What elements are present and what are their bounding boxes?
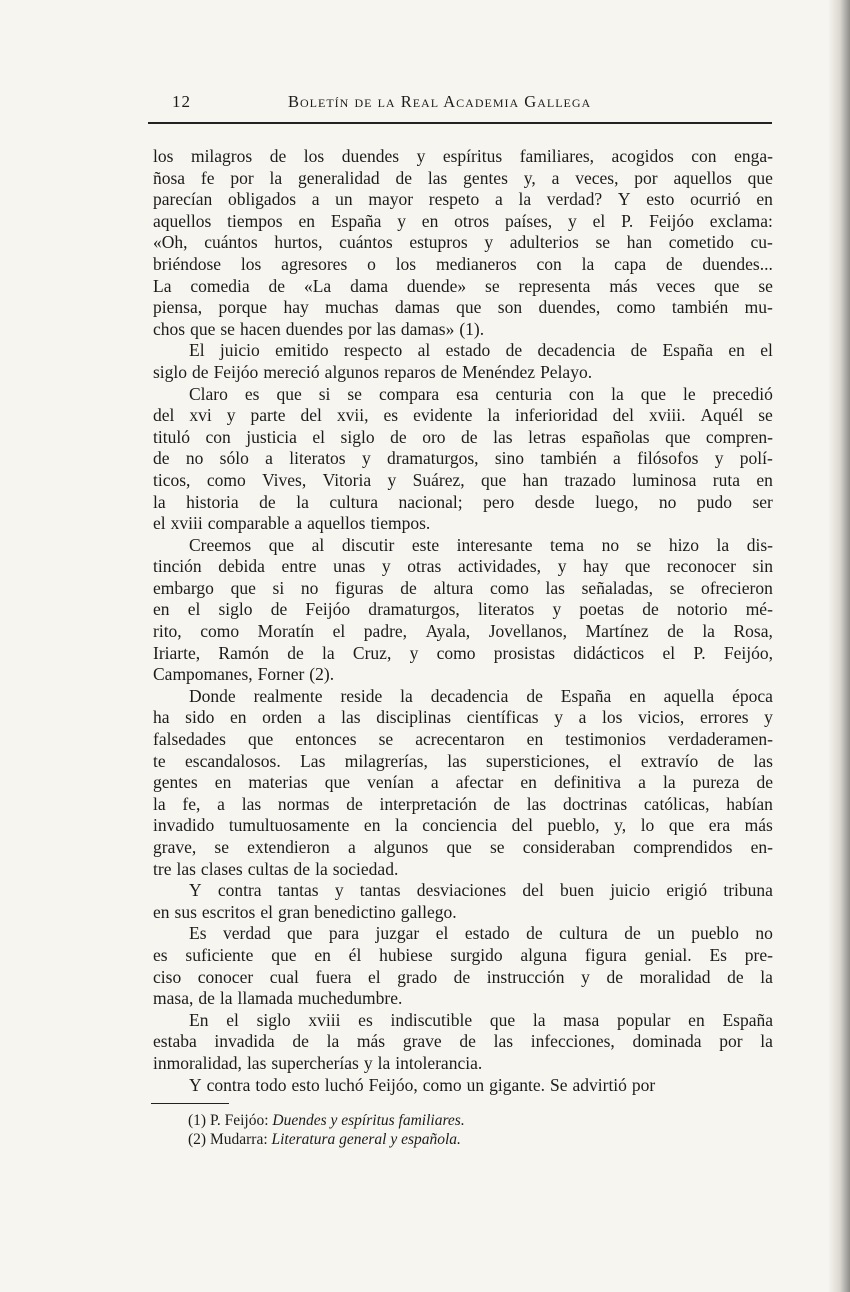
text-line: falsedades que entonces se acrecentaron en testimonios verdaderamen-: [153, 729, 773, 750]
text-line: En el siglo xviii es indiscutible que la masa popular en España: [189, 1009, 773, 1030]
text-line: embargo que si no figuras de altura como las señaladas, se ofrecieron: [153, 577, 773, 598]
text-line: chos que se hacen duendes por las damas» (1).: [153, 318, 485, 339]
text-line: rito, como Moratín el padre, Ayala, Jovellanos, Martínez de la Rosa,: [153, 621, 773, 642]
text-line: estaba invadida de la más grave de las infecciones, dominada por la: [153, 1031, 773, 1052]
text-line: inmoralidad, las supercherías y la intolerancia.: [153, 1052, 483, 1073]
text-line: la historia de la cultura nacional; pero desde luego, no pudo ser: [153, 491, 773, 512]
text-line: Campomanes, Forner (2).: [153, 664, 335, 685]
text-line: es suficiente que en él hubiese surgido alguna figura genial. Es pre-: [153, 944, 773, 965]
text-line: aquellos tiempos en España y en otros países, y el P. Feijóo exclama:: [153, 210, 773, 231]
text-line: Y contra tantas y tantas desviaciones del buen juicio erigió tribuna: [189, 880, 773, 901]
footnote-mark: (2): [188, 1131, 210, 1148]
text-line: del xvi y parte del xvii, es evidente la inferioridad del xviii. Aquél se: [153, 405, 773, 426]
footnote-author: P. Feijóo:: [209, 1112, 273, 1129]
text-line: en sus escritos el gran benedictino gallego.: [153, 901, 457, 922]
paragraph: [153, 1075, 773, 1097]
text-line: Es verdad que para juzgar el estado de cultura de un pueblo no: [189, 923, 773, 944]
text-line: de no sólo a literatos y dramaturgos, sino también a filósofos y polí-: [153, 448, 773, 469]
text-line: te escandalosos. Las milagrerías, las supersticiones, el extravío de las: [153, 750, 773, 771]
footnote-title: Literatura general y española.: [271, 1131, 461, 1148]
text-line: ñosa fe por la generalidad de las gentes y, a veces, por aquellos que: [153, 167, 773, 188]
running-title: Boletín de la Real Academia Gallega: [288, 92, 592, 111]
text-line: Iriarte, Ramón de la Cruz, y como prosistas didácticos el P. Feijóo,: [153, 642, 773, 663]
text-line: Y contra todo esto luchó Feijóo, como un gigante. Se advirtió por: [189, 1074, 656, 1095]
text-line: «Oh, cuántos hurtos, cuántos estupros y adulterios se han cometido cu-: [153, 232, 773, 253]
paragraph: [153, 1010, 773, 1075]
page-edge-shadow: [828, 0, 850, 1292]
text-line: la fe, a las normas de interpretación de las doctrinas católicas, habían: [153, 793, 773, 814]
page-header: [160, 92, 774, 122]
text-line: tituló con justicia el siglo de oro de las letras españolas que compren-: [153, 426, 773, 447]
footnote-title: Duendes y espíritus familiares.: [272, 1112, 465, 1129]
text-line: ticos, como Vives, Vitoria y Suárez, que han trazado luminosa ruta en: [153, 469, 773, 490]
paragraph: [153, 146, 773, 340]
text-line: el xviii comparable a aquellos tiempos.: [153, 513, 431, 534]
text-line: briéndose los agresores o los medianeros con la capa de duendes...: [153, 253, 773, 274]
text-line: ha sido en orden a las disciplinas científicas y a los vicios, errores y: [153, 707, 773, 728]
text-line: en el siglo de Feijóo dramaturgos, literatos y poetas de notorio mé-: [153, 599, 773, 620]
text-line: Creemos que al discutir este interesante tema no se hizo la dis-: [189, 534, 773, 555]
text-line: El juicio emitido respecto al estado de decadencia de España en el: [189, 340, 773, 361]
paragraph: [153, 686, 773, 880]
text-line: los milagros de los duendes y espíritus familiares, acogidos con enga-: [153, 146, 773, 166]
text-line: Donde realmente reside la decadencia de España en aquella época: [189, 685, 773, 706]
footnotes: [188, 1111, 465, 1149]
text-line: piensa, porque hay muchas damas que son duendes, como también mu-: [153, 297, 773, 318]
text-line: invadido tumultuosamente en la conciencia del pueblo, y, lo que era más: [153, 815, 773, 836]
footnote-mark: (1): [188, 1112, 210, 1129]
footnote-rule: [151, 1103, 229, 1104]
footnote-author: Mudarra:: [209, 1131, 272, 1148]
paragraph: [153, 880, 773, 923]
page-number: 12: [172, 92, 191, 111]
paragraph: [153, 535, 773, 686]
text-line: tinción debida entre unas y otras actividades, y hay que reconocer sin: [153, 556, 773, 577]
text-line: siglo de Feijóo mereció algunos reparos de Menéndez Pelayo.: [153, 361, 593, 382]
paragraph: [153, 340, 773, 383]
paragraph: [153, 384, 773, 535]
text-line: Claro es que si se compara esa centuria con la que le precedió: [189, 383, 773, 404]
text-line: La comedia de «La dama duende» se representa más veces que se: [153, 275, 773, 296]
text-line: masa, de la llamada muchedumbre.: [153, 988, 403, 1009]
text-line: grave, se extendieron a algunos que se consideraban comprendidos en-: [153, 837, 773, 857]
text-line: ciso conocer cual fuera el grado de instrucción y de moralidad de la: [153, 966, 773, 987]
footnote: [188, 1111, 465, 1130]
body-text: [153, 146, 773, 1096]
paragraph: [153, 923, 773, 1009]
footnote: [188, 1130, 465, 1149]
header-rule: [148, 122, 772, 124]
text-line: parecían obligados a un mayor respeto a la verdad? Y esto ocurrió en: [153, 189, 773, 210]
text-line: gentes en materias que venían a afectar en definitiva a la pureza de: [153, 772, 773, 793]
text-line: tre las clases cultas de la sociedad.: [153, 858, 399, 879]
